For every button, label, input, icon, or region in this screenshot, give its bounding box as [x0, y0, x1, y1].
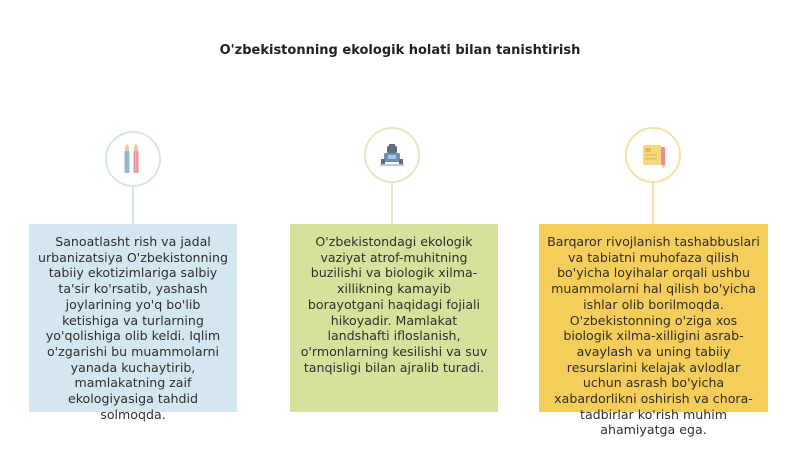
connector-line-2: [391, 183, 393, 224]
icon-circle-1: [105, 131, 161, 187]
info-card-1: [29, 224, 237, 422]
icon-circle-2: [364, 127, 420, 183]
info-card-2: [290, 224, 498, 412]
connector-line-1: [132, 187, 134, 224]
slide-title: O'zbekistonning ekologik holati bilan tanishtirish: [219, 43, 581, 58]
connector-line-3: [652, 183, 654, 224]
notebook-pencil-icon: [627, 129, 679, 181]
pencils-icon: [107, 133, 159, 185]
robot-icon: [366, 129, 418, 181]
card-2-text: O'zbekistondagi ekologik vaziyat atrof-muhitning buzilishi va biologik xilma-xillikning kamayib borayotgani haqidagi fojiali hikoyadir. Mamlakat landshafti ifloslanish, o'rmonlarning kesilishi va suv tanqisligi bilan ajralib turadi.: [300, 234, 488, 375]
card-1-text: Sanoatlasht rish va jadal urbanizatsiya O'zbekistonning tabiiy ekotizimlariga salbiy ta'sir ko'rsatib, yashash joylarining yo'q bo'lib ketishiga va turlarning yo'qolishiga olib keldi. Iqlim o'zgarishi bu muammolarni yanada kuchaytirib, mamlakatning zaif ekologiyasiga tahdid solmoqda.: [37, 234, 228, 422]
icon-circle-3: [625, 127, 681, 183]
info-card-3: [539, 224, 768, 438]
card-3-text: Barqaror rivojlanish tashabbuslari va tabiatni muhofaza qilish bo'yicha loyihalar orqali ushbu muammolarni hal qilish bo'yicha ishlar olib borilmoqda. O'zbekistonning o'ziga xos biologik xilma-xilligini asrab-avaylash va uning tabiiy resurslarini kelajak avlodlar uchun asrash bo'yicha xabardorlikni oshirish va chora-tadbirlar ko'rish muhim ahamiyatga ega.: [547, 234, 760, 438]
